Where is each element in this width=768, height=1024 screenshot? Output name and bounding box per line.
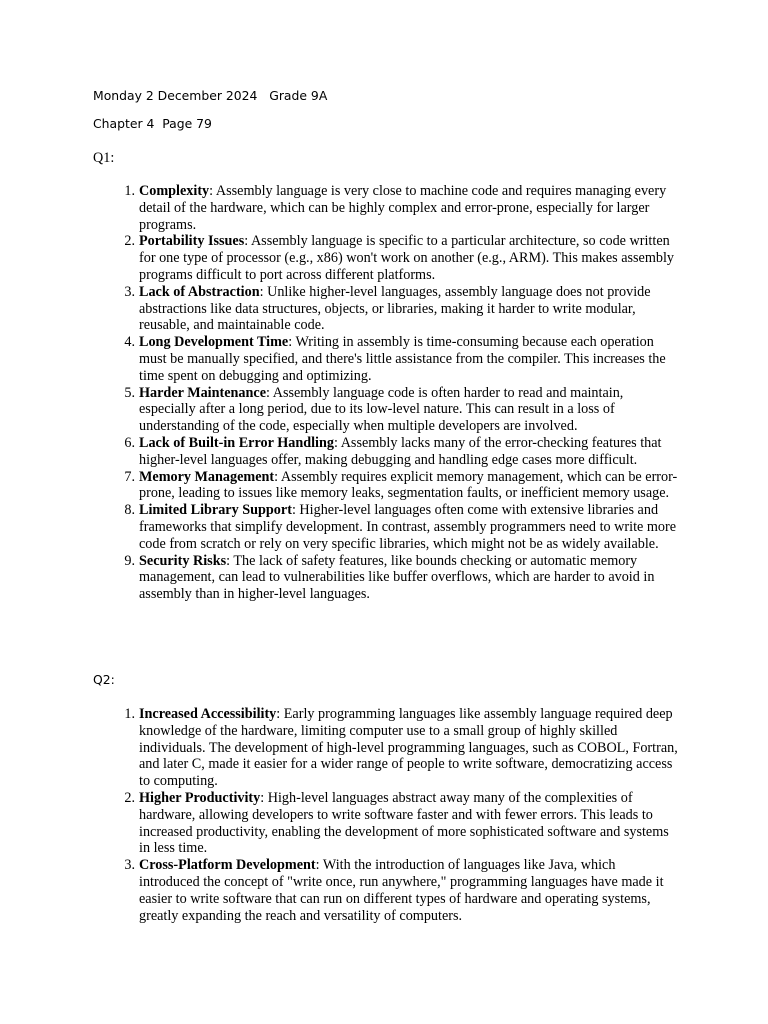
answer-term: Harder Maintenance [139,384,267,401]
list-item [139,284,679,334]
answer-term: Portability Issues [139,233,245,250]
list-item [139,553,679,603]
answer-term: Limited Library Support [139,502,292,519]
answer-text: : Assembly lacks many of the error-checking features that higher-level languages offer, making debugging and handling edge cases more difficult. [139,434,662,468]
question-2-answer-list [139,706,679,924]
list-item [139,790,679,857]
answer-term: Memory Management [139,468,275,485]
question-1-answer-list [139,183,679,603]
answer-term: Lack of Abstraction [139,283,260,300]
answer-term: Long Development Time [139,334,289,351]
answer-text: : Assembly language is specific to a particular architecture, so code written for one type of processor (e.g., x86) won't work on another (e.g., ARM). This makes assembly programs difficult to port across different platforms. [139,233,675,283]
list-item [139,435,679,469]
answer-text: : Writing in assembly is time-consuming because each operation must be manually specified, and there's little assistance from the compiler. This increases the time spent on debugging and optimizing. [139,334,666,384]
list-item [139,385,679,435]
answer-text: : Assembly language code is often harder to read and maintain, especially after a long period, due to its low-level nature. This can result in a loss of understanding of the code, especially when multiple developers are involved. [139,384,624,435]
question-2-label: Q2: [93,672,115,687]
answer-text: : Unlike higher-level languages, assembly language does not provide abstractions like data structures, objects, or libraries, making it harder to write modular, reusable, and maintainable code. [139,283,651,334]
date-grade-line: Monday 2 December 2024 Grade 9A [93,88,328,103]
chapter-page-line: Chapter 4 Page 79 [93,116,212,131]
question-1-label: Q1: [93,150,115,166]
answer-term: Security Risks [139,552,227,569]
answer-term: Higher Productivity [139,789,261,806]
answer-text: : Assembly requires explicit memory management, which can be error-prone, leading to issues like memory leaks, segmentation faults, or inefficient memory usage. [139,468,678,502]
list-item [139,334,679,384]
list-item [139,502,679,552]
list-item [139,469,679,503]
list-item [139,183,679,233]
answer-term: Lack of Built-in Error Handling [139,434,334,451]
list-item [139,857,679,924]
list-item [139,233,679,283]
answer-text: : The lack of safety features, like bounds checking or automatic memory management, can lead to vulnerabilities like buffer overflows, which are harder to avoid in assembly than in higher-level languages. [139,552,655,603]
list-item [139,706,679,790]
answer-term: Complexity [139,183,210,199]
answer-text: : High-level languages abstract away many of the complexities of hardware, allowing developers to write software faster and with fewer errors. This leads to increased productivity, enabling the development of more sophisticated software and systems in less time. [139,789,669,857]
answer-term: Increased Accessibility [139,706,277,722]
answer-text: : Early programming languages like assembly language required deep knowledge of the hardware, limiting computer use to a small group of highly skilled individuals. The development of high-level programming languages, such as COBOL, Fortran, and later C, made it easier for a wider range of people to write software, democratizing access to computing. [139,706,678,790]
answer-term: Cross-Platform Development [139,857,316,874]
answer-text: : With the introduction of languages like Java, which introduced the concept of "write once, run anywhere," programming languages have made it easier to write software that can run on different types of hardware and operating systems, greatly expanding the reach and versatility of computers. [139,857,664,924]
answer-text: : Higher-level languages often come with extensive libraries and frameworks that simplify development. In contrast, assembly programmers need to write more code from scratch or rely on very specific libraries, which might not be as widely available. [139,502,677,552]
answer-text: : Assembly language is very close to machine code and requires managing every detail of the hardware, which can be highly complex and error-prone, especially for larger programs. [139,183,667,233]
